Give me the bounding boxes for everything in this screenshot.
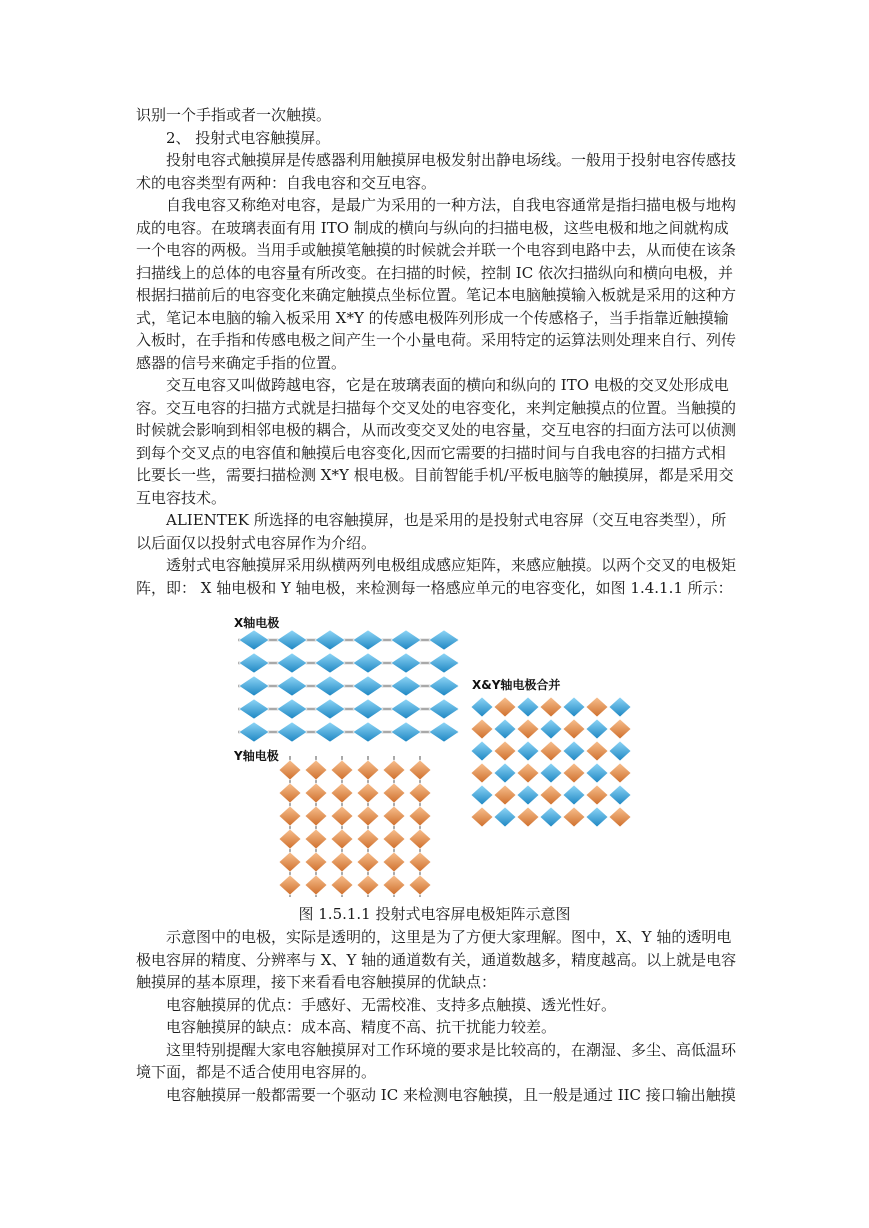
merged-y-pad: [540, 785, 562, 805]
x-electrode-pad: [391, 722, 421, 742]
y-electrode-pad: [409, 852, 431, 872]
x-electrode-pad: [277, 630, 307, 650]
merged-x-pad: [517, 741, 539, 761]
y-electrode-pad: [409, 875, 431, 895]
x-electrode-pad: [353, 722, 383, 742]
merged-y-pad: [471, 763, 493, 783]
merged-x-pad: [563, 741, 585, 761]
y-electrode-pad: [409, 783, 431, 803]
paragraph: 交互电容又叫做跨越电容，它是在玻璃表面的横向和纵向的 ITO 电极的交叉处形成电容。交互电容的扫描方式就是扫描每个交叉处的电容变化，来判定触摸点的位置。当触摸的时候就会影响到相邻电极的耦合，从而改变交叉处的电容量，交互电容的扫面方法可以侦测到每个交叉点的电容值和触摸后电容变化,因而它需要的扫描时间与自我电容的扫描方式相比要长一些，需要扫描检测 X*Y 根电极。目前智能手机/平板电脑等的触摸屏，都是采用交互电容技术。: [136, 376, 737, 507]
x-electrode-pad: [239, 653, 269, 673]
x-electrode-pad: [391, 676, 421, 696]
y-electrode-pad: [409, 760, 431, 780]
x-electrode-pad: [315, 653, 345, 673]
y-electrode-pad: [305, 852, 327, 872]
merged-y-pad: [609, 763, 631, 783]
y-electrode-pad: [331, 806, 353, 826]
y-electrode-pad: [383, 829, 405, 849]
merged-y-pad: [563, 763, 585, 783]
x-electrode-pad: [353, 699, 383, 719]
x-electrode-pad: [429, 630, 459, 650]
x-electrode-pad: [239, 630, 269, 650]
paragraph: ALIENTEK 所选择的电容触摸屏，也是采用的是投射式电容屏（交互电容类型），所以后面仅以投射式电容屏作为介绍。: [136, 511, 727, 552]
bottom-text-block: [136, 926, 740, 1106]
x-electrode-pad: [429, 699, 459, 719]
x-electrode-pad: [391, 630, 421, 650]
y-electrode-pad: [357, 829, 379, 849]
merged-y-pad: [494, 785, 516, 805]
paragraph: 示意图中的电极，实际是透明的，这里是为了方便大家理解。图中，X、Y 轴的透明电极电容屏的精度、分辨率与 X、Y 轴的通道数有关，通道数越多，精度越高。以上就是电容触摸屏的基本原理，接下来看看电容触摸屏的优缺点：: [136, 928, 737, 991]
merged-y-pad: [540, 697, 562, 717]
merged-x-pad: [609, 785, 631, 805]
merged-y-pad: [517, 719, 539, 739]
paragraph: 自我电容又称绝对电容，是最广为采用的一种方法，自我电容通常是指扫描电极与地构成的电容。在玻璃表面有用 ITO 制成的横向与纵向的扫描电极，这些电极和地之间就构成一个电容的两极。当用手或触摸笔触摸的时候就会并联一个电容到电路中去，从而使在该条扫描线上的总体的电容量有所改变。在扫描的时候，控制 IC 依次扫描纵向和横向电极，并根据扫描前后的电容变化来确定触摸点坐标位置。笔记本电脑触摸输入板就是采用的这种方式，笔记本电脑的输入板采用 X*Y 的传感电极阵列形成一个传感格子，当手指靠近触摸输入板时，在手指和传感电极之间产生一个小量电荷。采用特定的运算法则处理来自行、列传感器的信号来确定手指的位置。: [136, 196, 737, 372]
figure-caption: 图 1.5.1.1 投射式电容屏电极矩阵示意图: [298, 905, 571, 923]
y-electrode-pad: [331, 852, 353, 872]
x-electrode-pad: [429, 653, 459, 673]
merged-x-pad: [540, 807, 562, 827]
merged-x-pad: [540, 763, 562, 783]
merged-x-pad: [471, 741, 493, 761]
paragraph: 透射式电容触摸屏采用纵横两列电极组成感应矩阵，来感应触摸。以两个交叉的电极矩阵，即： X 轴电极和 Y 轴电极，来检测每一格感应单元的电容变化，如图 1.4.1.1 所示：: [136, 556, 737, 597]
x-electrode-pad: [315, 676, 345, 696]
top-text-block: [136, 104, 740, 599]
y-electrode-pad: [331, 829, 353, 849]
x-axis-electrode-diagram: [238, 628, 468, 750]
y-electrode-pad: [331, 783, 353, 803]
merged-x-pad: [471, 697, 493, 717]
merged-x-pad: [609, 741, 631, 761]
merged-y-pad: [517, 807, 539, 827]
merged-y-pad: [471, 719, 493, 739]
merged-y-pad: [609, 807, 631, 827]
y-electrode-pad: [357, 783, 379, 803]
y-electrode-pad: [305, 829, 327, 849]
x-electrode-pad: [391, 699, 421, 719]
paragraph: 投射电容式触摸屏是传感器利用触摸屏电极发射出静电场线。一般用于投射电容传感技术的电容类型有两种：自我电容和交互电容。: [136, 151, 737, 192]
merged-x-pad: [586, 763, 608, 783]
merged-y-pad: [563, 719, 585, 739]
merged-y-pad: [494, 697, 516, 717]
x-electrode-pad: [429, 676, 459, 696]
merged-x-pad: [494, 807, 516, 827]
merged-x-pad: [563, 697, 585, 717]
y-electrode-pad: [279, 760, 301, 780]
x-axis-electrode-label: X轴电极: [234, 616, 280, 630]
merged-x-pad: [563, 785, 585, 805]
merged-y-pad: [586, 785, 608, 805]
y-electrode-pad: [279, 829, 301, 849]
x-electrode-pad: [239, 722, 269, 742]
electrode-matrix-figure: [228, 610, 648, 902]
paragraph: 识别一个手指或者一次触摸。: [136, 106, 332, 124]
paragraph: 2、 投射式电容触摸屏。: [166, 128, 331, 147]
merged-x-pad: [586, 719, 608, 739]
y-electrode-pad: [357, 875, 379, 895]
x-electrode-pad: [315, 722, 345, 742]
merged-y-pad: [586, 741, 608, 761]
merged-x-pad: [609, 697, 631, 717]
x-electrode-pad: [239, 699, 269, 719]
merged-x-pad: [494, 719, 516, 739]
merged-x-pad: [494, 763, 516, 783]
y-electrode-pad: [305, 806, 327, 826]
y-electrode-pad: [383, 783, 405, 803]
y-electrode-pad: [383, 806, 405, 826]
y-electrode-pad: [305, 783, 327, 803]
y-electrode-pad: [409, 829, 431, 849]
x-electrode-pad: [391, 653, 421, 673]
x-electrode-pad: [239, 676, 269, 696]
x-electrode-pad: [277, 699, 307, 719]
x-electrode-pad: [315, 699, 345, 719]
merged-x-pad: [517, 697, 539, 717]
y-electrode-pad: [331, 875, 353, 895]
y-axis-electrode-label: Y轴电极: [234, 749, 279, 763]
y-electrode-pad: [357, 806, 379, 826]
x-electrode-pad: [277, 722, 307, 742]
paragraph: 电容触摸屏的优点：手感好、无需校准、支持多点触摸、透光性好。: [166, 995, 617, 1014]
xy-merged-electrode-label: X&Y轴电极合并: [472, 678, 561, 692]
x-electrode-pad: [315, 630, 345, 650]
y-electrode-pad: [279, 852, 301, 872]
x-electrode-pad: [277, 653, 307, 673]
y-electrode-pad: [383, 875, 405, 895]
y-electrode-pad: [409, 806, 431, 826]
merged-x-pad: [471, 785, 493, 805]
merged-y-pad: [586, 697, 608, 717]
y-electrode-pad: [279, 806, 301, 826]
y-electrode-pad: [357, 852, 379, 872]
merged-x-pad: [586, 807, 608, 827]
x-electrode-pad: [353, 653, 383, 673]
x-electrode-pad: [429, 722, 459, 742]
x-electrode-pad: [277, 676, 307, 696]
merged-y-pad: [471, 807, 493, 827]
merged-y-pad: [540, 741, 562, 761]
y-electrode-pad: [279, 875, 301, 895]
paragraph: 电容触摸屏一般都需要一个驱动 IC 来检测电容触摸，且一般是通过 IIC 接口输出触摸: [166, 1085, 736, 1104]
x-electrode-pad: [353, 630, 383, 650]
y-electrode-pad: [383, 852, 405, 872]
merged-y-pad: [563, 807, 585, 827]
merged-y-pad: [517, 763, 539, 783]
merged-y-pad: [609, 719, 631, 739]
paragraph: 这里特别提醒大家电容触摸屏对工作环境的要求是比较高的，在潮湿、多尘、高低温环境下面，都是不适合使用电容屏的。: [136, 1040, 737, 1081]
y-electrode-pad: [305, 875, 327, 895]
merged-y-pad: [494, 741, 516, 761]
y-electrode-pad: [305, 760, 327, 780]
merged-x-pad: [540, 719, 562, 739]
x-electrode-pad: [353, 676, 383, 696]
y-electrode-pad: [331, 760, 353, 780]
y-axis-electrode-diagram: [280, 756, 450, 898]
merged-x-pad: [517, 785, 539, 805]
y-electrode-pad: [279, 783, 301, 803]
y-electrode-pad: [383, 760, 405, 780]
paragraph: 电容触摸屏的缺点：成本高、精度不高、抗干扰能力较差。: [166, 1018, 557, 1036]
y-electrode-pad: [357, 760, 379, 780]
xy-merged-electrode-diagram: [470, 695, 642, 835]
